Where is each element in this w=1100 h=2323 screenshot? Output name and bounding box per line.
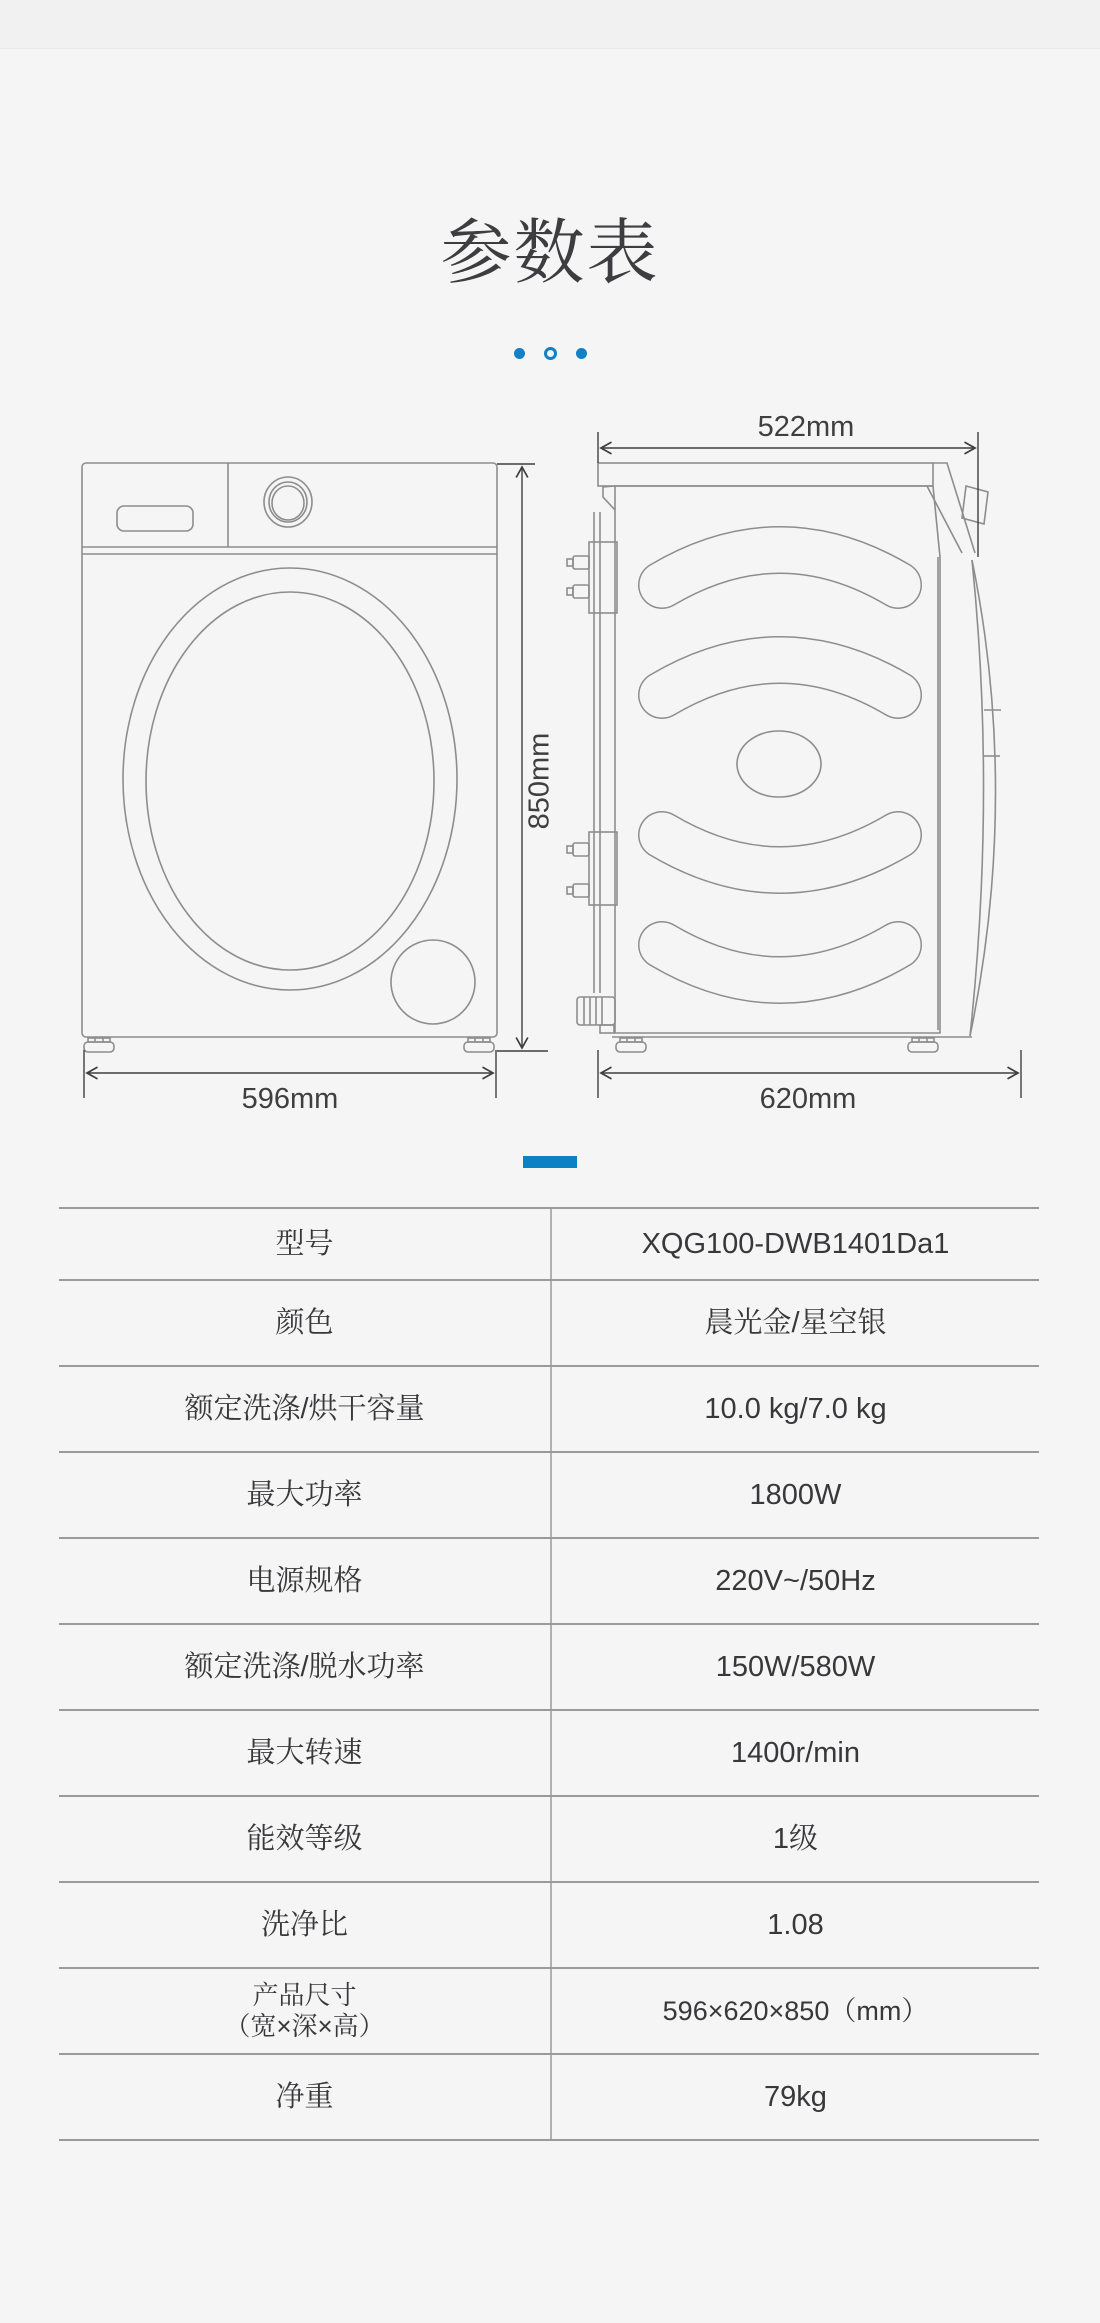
section-divider-dash [523,1156,577,1168]
carousel-dots [0,347,1100,360]
spec-label-line1: 产品尺寸 [252,1979,357,2010]
table-row [59,1969,1039,2055]
side-feet [616,1038,938,1052]
dim-label-620: 620mm [759,1083,857,1115]
spec-label [59,1969,552,2053]
table-row [59,1539,1039,1625]
spec-value: 596×620×850（mm） [662,1995,929,2026]
spec-label: 型号 [59,1209,552,1279]
table-row [59,1883,1039,1969]
spec-label: 能效等级 [59,1797,552,1881]
spec-value: 150W/580W [715,1650,876,1683]
dim-label-596: 596mm [241,1083,339,1115]
spec-label-line2: （宽×深×高） [224,2011,385,2041]
door-ring [123,568,457,990]
table-row [59,1797,1039,1883]
spec-label: 颜色 [59,1281,552,1365]
carousel-dot-icon[interactable] [514,348,525,359]
spec-table [59,1207,1039,2141]
spec-value: 220V~/50Hz [715,1564,876,1597]
knob-icon [264,477,312,527]
table-row [59,1367,1039,1453]
spec-value: 1级 [772,1822,819,1855]
table-row [59,1625,1039,1711]
carousel-dot-hollow-icon[interactable] [544,347,557,360]
page-title: 参数表 [440,214,660,293]
spec-value: XQG100-DWB1401Da1 [641,1227,950,1260]
table-row [59,1453,1039,1539]
spec-value: 79kg [764,2080,827,2113]
spec-label: 额定洗涤/脱水功率 [59,1625,552,1709]
table-row [59,2055,1039,2141]
dim-label-522: 522mm [757,411,855,443]
spec-value: 1.08 [767,1908,824,1941]
dim-label-850: 850mm [523,732,556,830]
spec-label: 额定洗涤/烘干容量 [59,1367,552,1451]
drain-elbow [577,997,615,1033]
spec-label: 洗净比 [59,1883,552,1967]
side-panel-vents [662,550,898,980]
front-view-drawing [82,463,497,1052]
filter-door [391,940,475,1024]
spec-label: 电源规格 [59,1539,552,1623]
front-feet [84,1038,494,1052]
top-strip [0,0,1100,49]
table-row [59,1281,1039,1367]
table-row [59,1711,1039,1797]
spec-value: 1400r/min [731,1736,860,1769]
display-panel [117,506,193,531]
door-side-profile [970,560,1001,1036]
hinge-brackets [567,542,617,905]
carousel-dot-icon[interactable] [576,348,587,359]
spec-label: 净重 [59,2055,552,2139]
washer-dimension-diagram [40,410,1060,1130]
table-row [59,1209,1039,1281]
spec-value: 10.0 kg/7.0 kg [704,1392,887,1425]
spec-label: 最大转速 [59,1711,552,1795]
spec-value: 1800W [749,1478,842,1511]
spec-value: 晨光金/星空银 [704,1306,887,1339]
spec-label: 最大功率 [59,1453,552,1537]
